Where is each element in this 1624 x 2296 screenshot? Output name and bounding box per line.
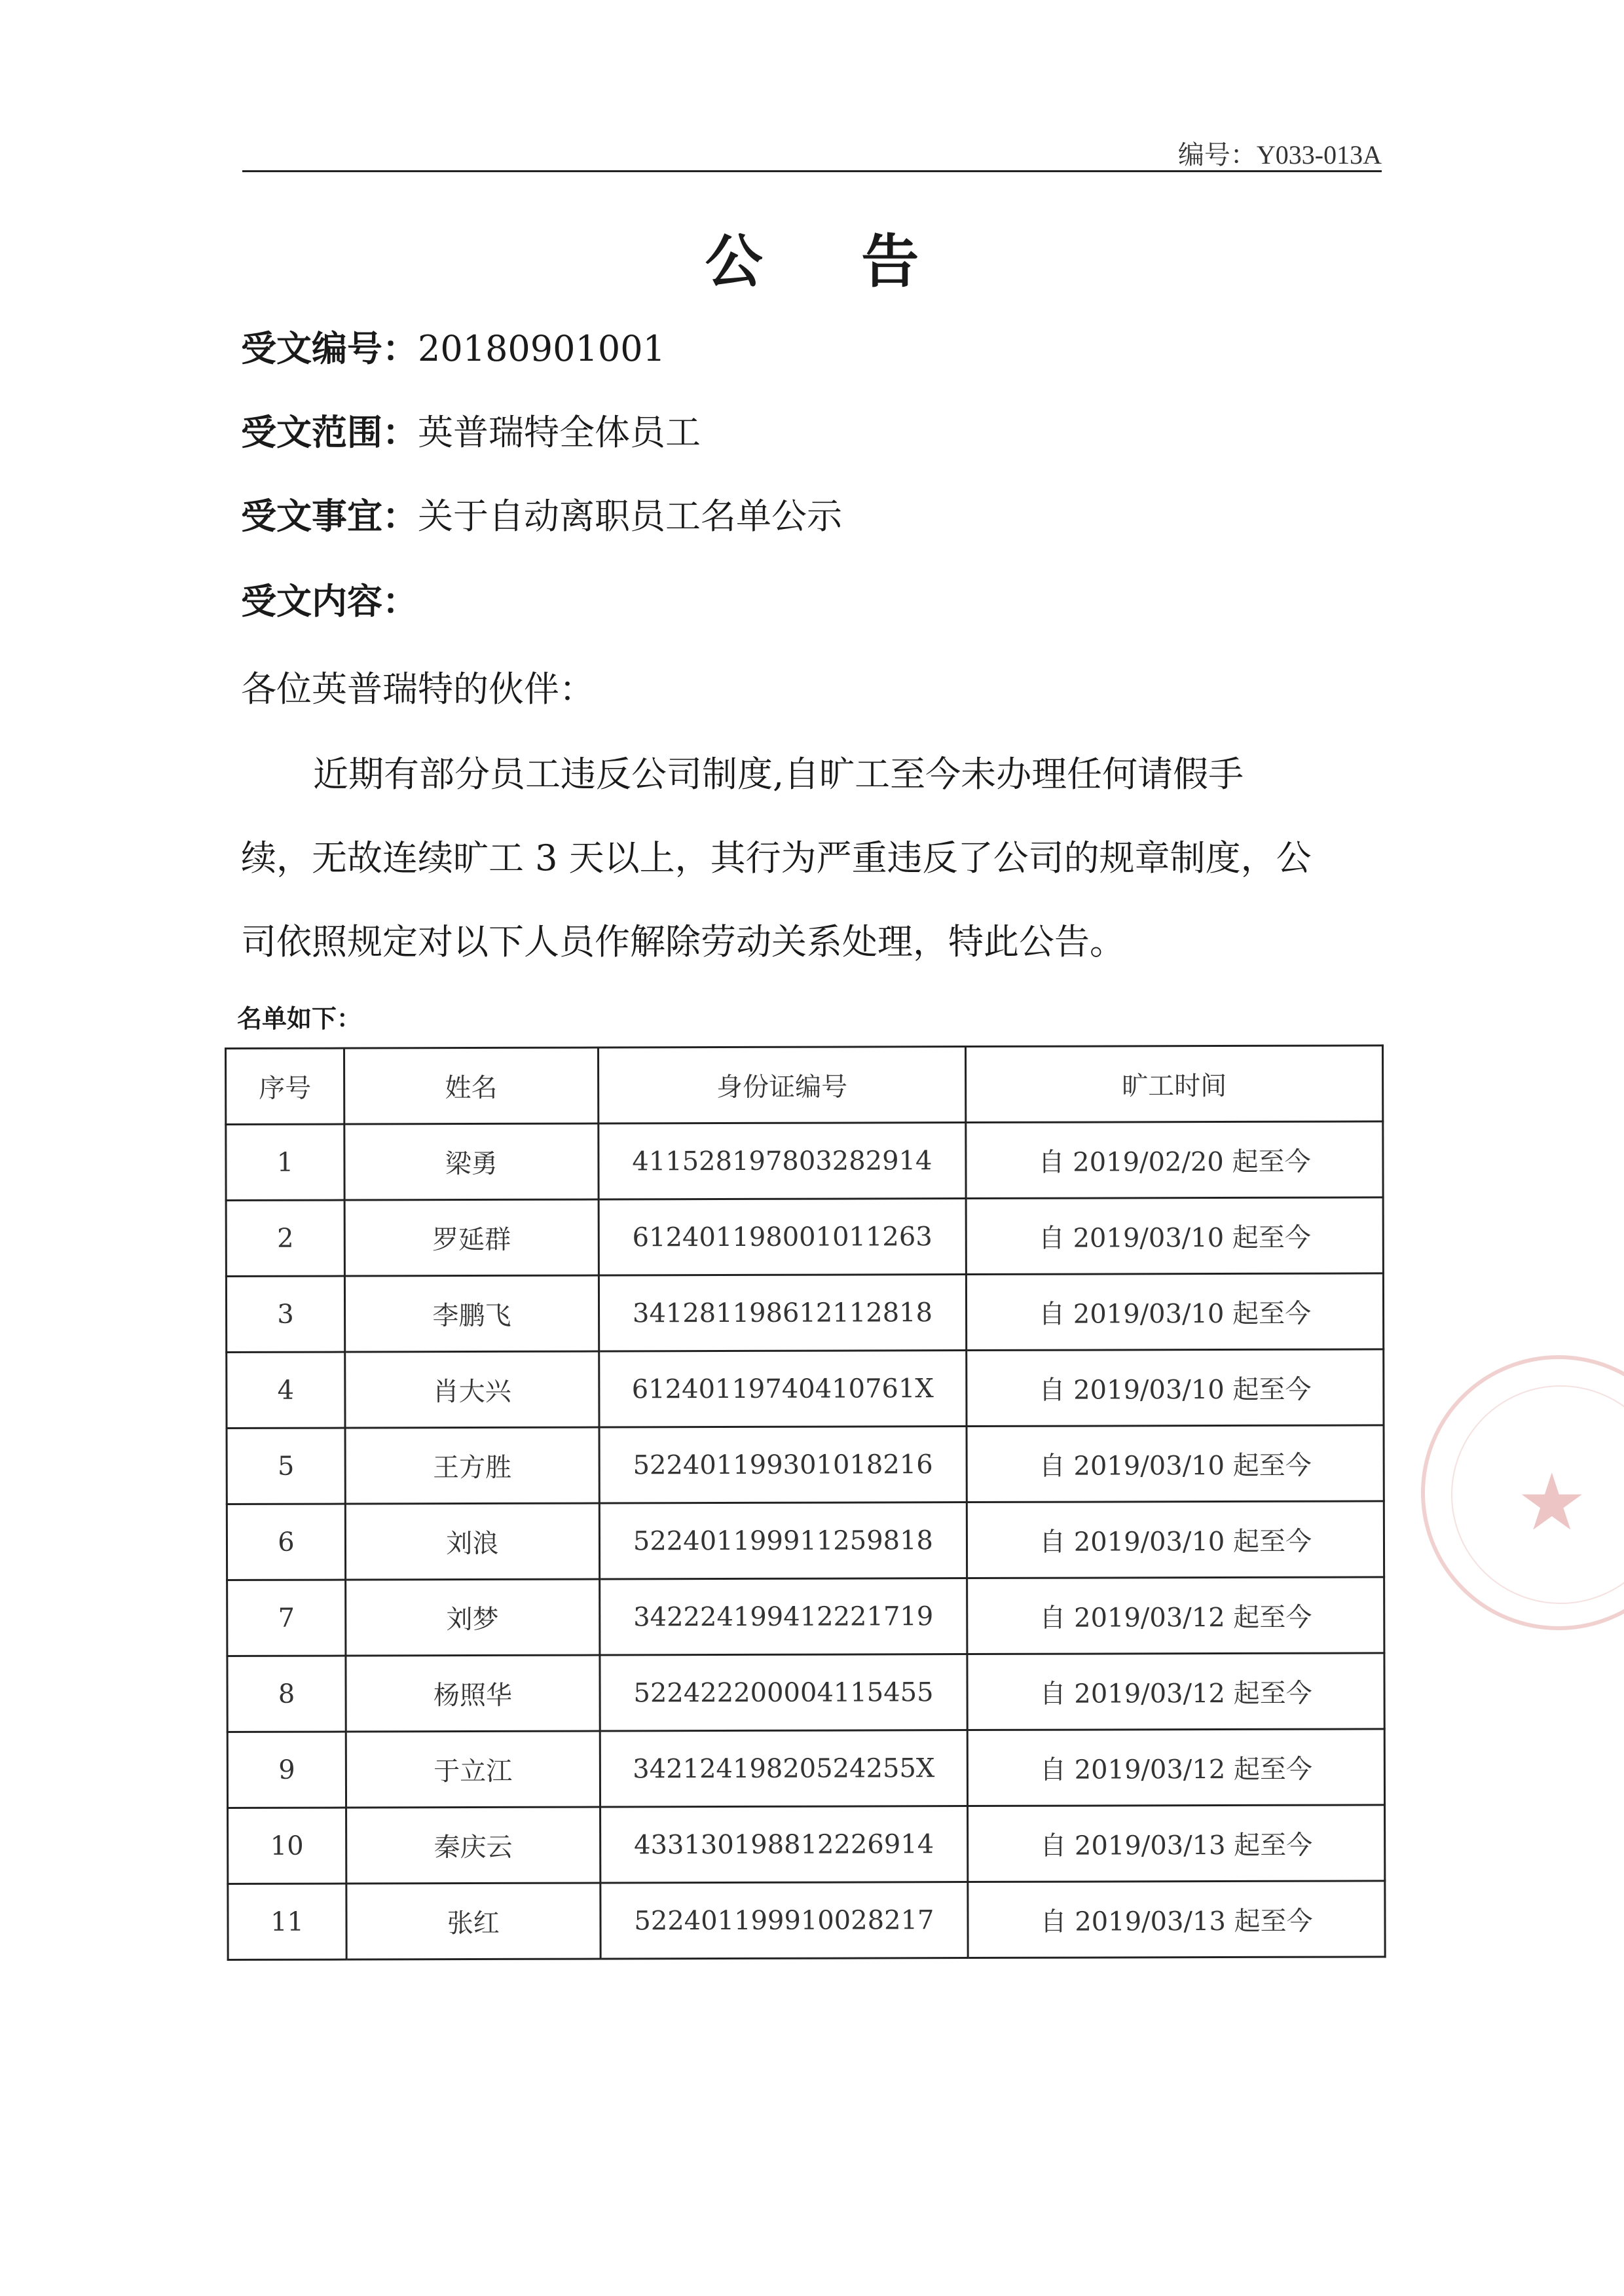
cell-seq: 7 <box>227 1580 346 1656</box>
cell-id-number: 522422200004115455 <box>600 1654 968 1731</box>
dismissal-roster-table <box>225 1044 1386 1961</box>
table-row <box>228 1881 1385 1960</box>
field-content <box>241 574 418 624</box>
company-seal-stamp <box>1421 1355 1624 1630</box>
cell-name: 梁勇 <box>344 1123 599 1200</box>
cell-seq: 6 <box>227 1504 345 1580</box>
cell-id-number: 61240119740410761X <box>599 1351 967 1427</box>
body-paragraph-line: 续，无故连续旷工 3 天以上，其行为严重违反了公司的规章制度，公 <box>241 837 1312 879</box>
column-header-name: 姓名 <box>344 1048 599 1124</box>
cell-absence-time: 自 2019/03/10 起至今 <box>967 1501 1384 1578</box>
cell-absence-time: 自 2019/03/12 起至今 <box>967 1729 1384 1806</box>
cell-name: 李鹏飞 <box>344 1275 599 1352</box>
field-label: 受文事宜： <box>241 496 418 537</box>
cell-seq: 9 <box>227 1732 346 1808</box>
cell-seq: 1 <box>226 1124 344 1200</box>
field-label: 受文编号： <box>241 328 418 369</box>
column-header-id-number: 身份证编号 <box>598 1047 966 1123</box>
body-paragraph-line: 近期有部分员工违反公司制度,自旷工至今未办理任何请假手 <box>313 754 1244 795</box>
table-row <box>227 1653 1384 1732</box>
cell-id-number: 34212419820524255X <box>600 1730 968 1807</box>
column-header-absence-time: 旷工时间 <box>966 1046 1383 1123</box>
cell-id-number: 522401199301018216 <box>599 1427 967 1503</box>
cell-id-number: 433130198812226914 <box>600 1806 968 1883</box>
cell-absence-time: 自 2019/03/13 起至今 <box>968 1805 1385 1882</box>
table-row <box>226 1197 1383 1277</box>
list-heading: 名单如下： <box>237 1004 362 1033</box>
cell-seq: 3 <box>226 1276 344 1352</box>
table-row <box>227 1425 1384 1504</box>
cell-name: 张红 <box>346 1883 600 1959</box>
header-divider <box>242 170 1382 172</box>
cell-id-number: 341281198612112818 <box>599 1275 967 1351</box>
field-value: 英普瑞特全体员工 <box>418 412 701 453</box>
notice-title: 公 告 <box>705 228 959 295</box>
cell-name: 罗延群 <box>344 1199 599 1276</box>
body-paragraph-line: 司依照规定对以下人员作解除劳动关系处理，特此公告。 <box>241 921 1125 962</box>
field-value: 关于自动离职员工名单公示 <box>418 496 842 537</box>
cell-id-number: 411528197803282914 <box>599 1123 967 1199</box>
field-label: 受文内容： <box>241 581 418 622</box>
field-scope <box>241 405 701 455</box>
cell-id-number: 612401198001011263 <box>599 1199 967 1275</box>
cell-absence-time: 自 2019/03/10 起至今 <box>967 1273 1384 1351</box>
table-row <box>226 1121 1383 1201</box>
greeting: 各位英普瑞特的伙伴： <box>241 668 595 710</box>
cell-name: 于立江 <box>346 1731 600 1808</box>
cell-name: 刘梦 <box>346 1579 600 1656</box>
cell-absence-time: 自 2019/03/10 起至今 <box>967 1425 1384 1503</box>
field-label: 受文范围： <box>241 412 418 453</box>
cell-seq: 11 <box>228 1884 346 1959</box>
cell-id-number: 342224199412221719 <box>599 1578 967 1655</box>
cell-name: 肖大兴 <box>345 1351 599 1428</box>
seal-star-icon: ★ <box>1517 1457 1587 1548</box>
cell-name: 刘浪 <box>345 1503 599 1580</box>
cell-seq: 8 <box>227 1656 346 1732</box>
cell-absence-time: 自 2019/03/13 起至今 <box>968 1881 1385 1958</box>
cell-absence-time: 自 2019/02/20 起至今 <box>966 1121 1383 1199</box>
cell-seq: 2 <box>226 1200 344 1276</box>
table-row <box>228 1805 1385 1884</box>
cell-id-number: 522401199910028217 <box>600 1882 969 1959</box>
cell-seq: 4 <box>227 1352 345 1428</box>
cell-absence-time: 自 2019/03/10 起至今 <box>967 1349 1384 1427</box>
table-row <box>227 1577 1384 1656</box>
field-document-number <box>241 321 665 371</box>
field-subject <box>241 488 842 539</box>
table-row <box>227 1729 1384 1808</box>
table-row <box>227 1349 1384 1429</box>
cell-absence-time: 自 2019/03/10 起至今 <box>966 1197 1383 1275</box>
column-header-seq: 序号 <box>226 1048 344 1124</box>
document-number: 编号：Y033-013A <box>1177 140 1382 170</box>
cell-seq: 5 <box>227 1428 345 1504</box>
table-row <box>226 1273 1383 1353</box>
cell-absence-time: 自 2019/03/12 起至今 <box>967 1653 1384 1730</box>
cell-name: 王方胜 <box>345 1427 599 1504</box>
table-header-row <box>226 1046 1383 1125</box>
field-value: 20180901001 <box>418 328 665 369</box>
cell-seq: 10 <box>228 1808 346 1884</box>
cell-name: 杨照华 <box>346 1655 600 1732</box>
table-row <box>227 1501 1384 1580</box>
cell-name: 秦庆云 <box>346 1807 600 1884</box>
cell-absence-time: 自 2019/03/12 起至今 <box>967 1577 1384 1654</box>
cell-id-number: 522401199911259818 <box>599 1503 967 1579</box>
